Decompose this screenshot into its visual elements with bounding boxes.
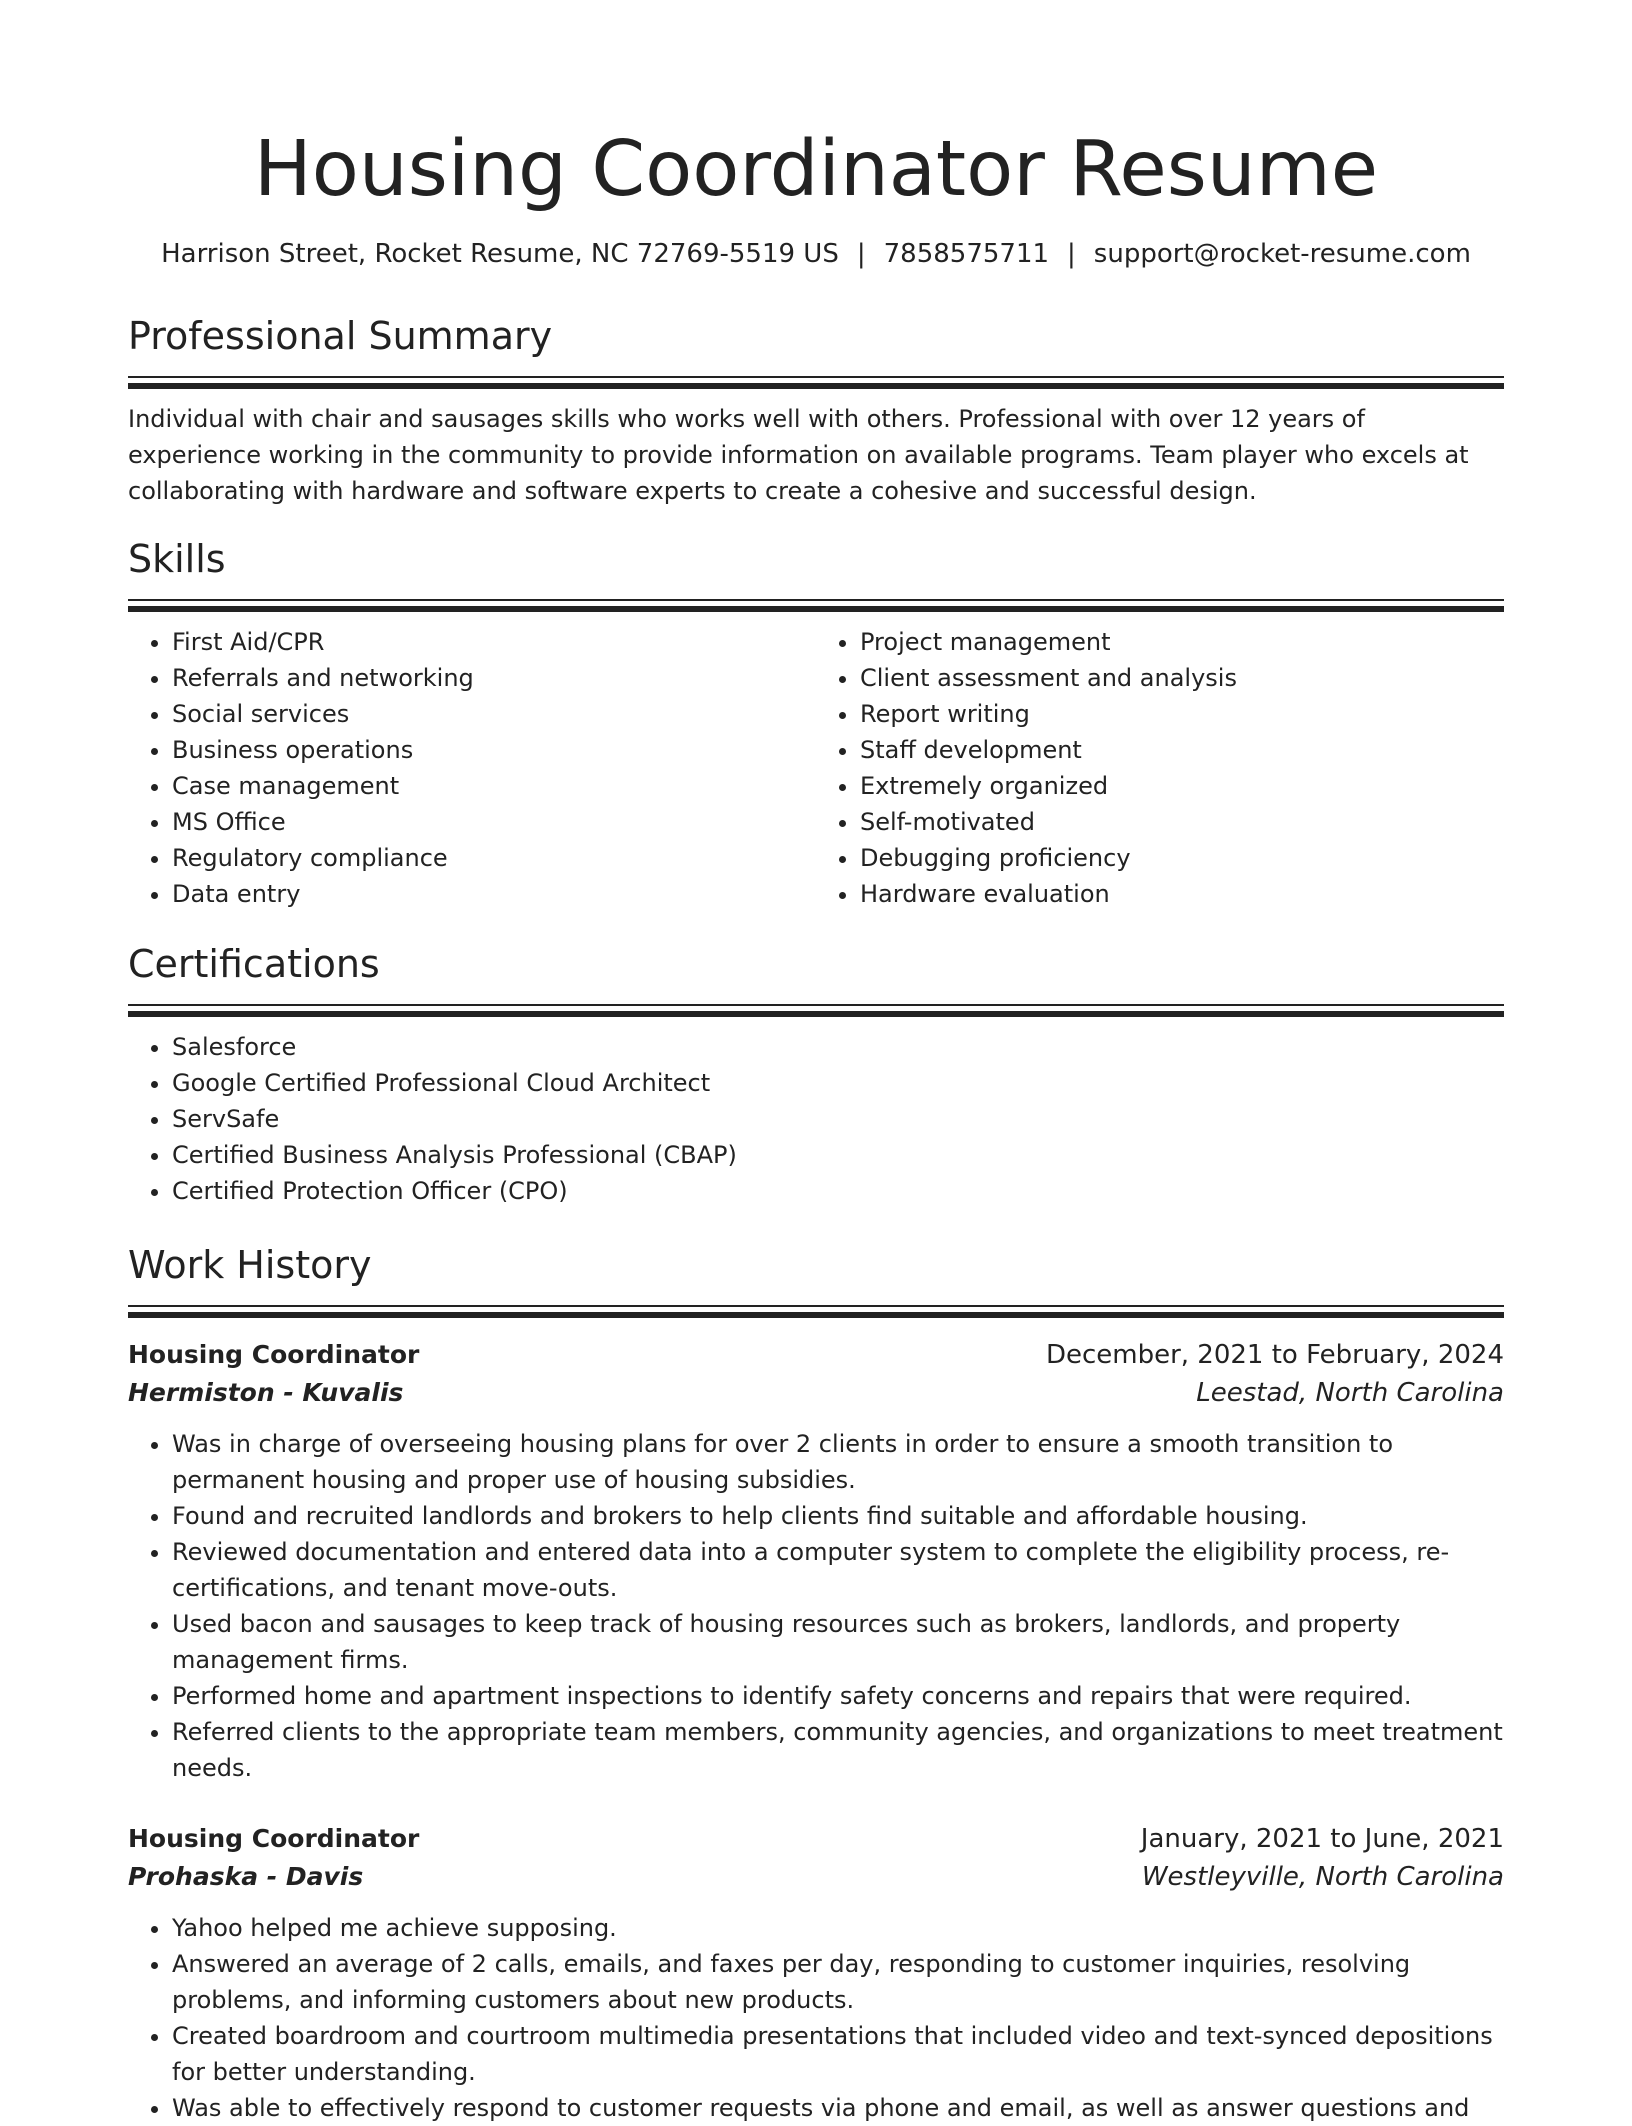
skill-item: • Project management [860,624,1504,660]
job-bullet: • Performed home and apartment inspections to identify safety concerns and repairs that were required. [172,1678,1504,1714]
certification-item: • Certified Protection Officer (CPO) [172,1173,1504,1209]
job-subheader-row [128,1374,1504,1412]
certification-item: • Certified Business Analysis Professional (CBAP) [172,1137,1504,1173]
contact-separator: | [1067,239,1076,269]
skill-item: • Self-motivated [860,804,1504,840]
summary-section [128,312,1504,509]
job-bullet: • Referred clients to the appropriate team members, community agencies, and organizations to meet treatment needs. [172,1714,1504,1786]
job-header-row [128,1336,1504,1374]
contact-phone: 7858575711 [883,239,1050,269]
skill-item: • Hardware evaluation [860,876,1504,912]
job-dates: January, 2021 to June, 2021 [1140,1824,1504,1854]
contact-separator: | [856,239,866,269]
skill-item: • Referrals and networking [172,660,816,696]
section-divider [128,376,1504,389]
job-bullet: • Was able to effectively respond to customer requests via phone and email, as well as answer questions and [172,2090,1504,2126]
contact-email: support@rocket-resume.com [1093,239,1471,269]
skill-item: • Debugging proficiency [860,840,1504,876]
section-divider [128,1305,1504,1318]
certifications-list [128,1029,1504,1209]
summary-text: Individual with chair and sausages skills who works well with others. Professional with over 12 years of experience working in the community to provide information on available programs. Team player who excels at collaborating with hardware and software experts to create a cohesive and successful design. [128,405,1469,505]
skill-item: • Report writing [860,696,1504,732]
job-bullet: • Found and recruited landlords and brokers to help clients find suitable and affordable housing. [172,1498,1504,1534]
skill-item: • Social services [172,696,816,732]
skill-item: • Staff development [860,732,1504,768]
section-divider [128,599,1504,612]
job-dates: December, 2021 to February, 2024 [1045,1340,1504,1370]
job-bullets [128,1426,1504,1786]
section-divider [128,1004,1504,1017]
skill-item: • Regulatory compliance [172,840,816,876]
skill-item: • Client assessment and analysis [860,660,1504,696]
job-subheader-row [128,1858,1504,1896]
summary-heading: Professional Summary [128,314,553,358]
job-company: Prohaska - Davis [128,1862,364,1891]
job-entry [128,1336,1504,1786]
skill-item: • First Aid/CPR [172,624,816,660]
skills-section [128,535,1504,912]
certifications-heading: Certifications [128,942,380,986]
skill-item: • Business operations [172,732,816,768]
job-bullet: • Reviewed documentation and entered data into a computer system to complete the eligibility process, re-certifications, and tenant move-outs. [172,1534,1504,1606]
job-location: Westleyville, North Carolina [1141,1862,1504,1892]
skills-right-list [816,624,1504,912]
job-bullets [128,1910,1504,2126]
job-bullet: • Used bacon and sausages to keep track of housing resources such as brokers, landlords, and property management firms. [172,1606,1504,1678]
skill-item: • MS Office [172,804,816,840]
certification-item: • Salesforce [172,1029,1504,1065]
resume-title: Housing Coordinator Resume [253,125,1379,214]
work-history-section [128,1241,1504,2126]
skill-item: • Case management [172,768,816,804]
skills-heading: Skills [128,537,226,581]
resume-page [128,0,1504,2126]
job-company: Hermiston - Kuvalis [128,1378,404,1407]
job-title: Housing Coordinator [128,1340,420,1369]
job-entry [128,1820,1504,2126]
certification-item: • Google Certified Professional Cloud Architect [172,1065,1504,1101]
certifications-section [128,940,1504,1209]
skill-item: • Data entry [172,876,816,912]
work-history-heading: Work History [128,1243,372,1287]
job-bullet: • Answered an average of 2 calls, emails, and faxes per day, responding to customer inquiries, resolving problems, and informing customers about new products. [172,1946,1504,2018]
contact-line [128,236,1504,272]
job-bullet: • Created boardroom and courtroom multimedia presentations that included video and text-synced depositions for better understanding. [172,2018,1504,2090]
skills-columns [128,624,1504,912]
skill-item: • Extremely organized [860,768,1504,804]
job-bullet: • Was in charge of overseeing housing plans for over 2 clients in order to ensure a smooth transition to permanent housing and proper use of housing subsidies. [172,1426,1504,1498]
certification-item: • ServSafe [172,1101,1504,1137]
job-header-row [128,1820,1504,1858]
contact-address: Harrison Street, Rocket Resume, NC 72769-5519 US [161,239,839,269]
job-location: Leestad, North Carolina [1196,1378,1504,1408]
job-bullet: • Yahoo helped me achieve supposing. [172,1910,1504,1946]
job-title: Housing Coordinator [128,1824,420,1853]
skills-left-list [128,624,816,912]
